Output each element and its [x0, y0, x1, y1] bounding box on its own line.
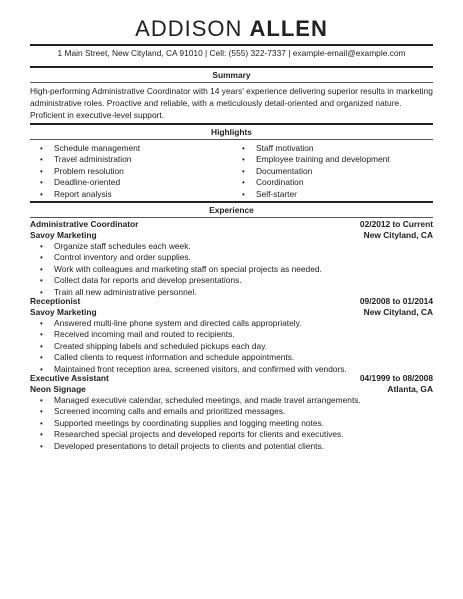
company-name: Savoy Marketing — [30, 230, 97, 240]
job-dates: 04/1999 to 08/2008 — [359, 373, 433, 383]
job-duties-list — [38, 241, 433, 298]
highlights-left-list — [38, 143, 228, 200]
list-item: • Report analysis — [38, 189, 228, 200]
job-duties-list — [38, 318, 433, 375]
list-item: • Called clients to request information and schedule appointments. — [38, 352, 433, 363]
job-duties-list — [38, 395, 433, 452]
job-location: Atlanta, GA — [387, 384, 433, 394]
header-divider — [30, 44, 433, 46]
job-company-row — [30, 230, 433, 241]
last-name: ALLEN — [249, 16, 328, 41]
list-item: • Organize staff schedules each week. — [38, 241, 433, 252]
highlights-top-rule — [30, 123, 433, 125]
list-item: • Collect data for reports and develop presentations. — [38, 275, 433, 286]
first-name: ADDISON — [135, 16, 243, 41]
candidate-name — [0, 16, 463, 42]
job-title-row — [30, 219, 433, 230]
list-item: • Work with colleagues and marketing staff on special projects as needed. — [38, 264, 433, 275]
list-item: • Maintained front reception area, screened visitors, and confirmed with vendors. — [38, 364, 433, 375]
list-item: • Self-starter — [240, 189, 435, 200]
summary-bottom-rule — [30, 82, 433, 83]
job-location: New Cityland, CA — [363, 230, 433, 240]
highlights-title: Highlights — [211, 127, 252, 137]
summary-title: Summary — [212, 70, 251, 80]
job-company-row — [30, 307, 433, 318]
company-name: Savoy Marketing — [30, 307, 97, 317]
list-item: • Train all new administrative personnel. — [38, 287, 433, 298]
company-name: Neon Signage — [30, 384, 86, 394]
list-item: • Answered multi-line phone system and directed calls appropriately. — [38, 318, 433, 329]
experience-top-rule — [30, 201, 433, 203]
experience-title: Experience — [209, 205, 254, 215]
job-title: Executive Assistant — [30, 373, 109, 383]
contact-line: 1 Main Street, New Cityland, CA 91010 | Cell: (555) 322-7337 | example-email@example.com — [57, 48, 406, 58]
job-title: Receptionist — [30, 296, 81, 306]
list-item: • Supported meetings by coordinating supplies and logging meeting notes. — [38, 418, 433, 429]
list-item: • Employee training and development — [240, 154, 435, 165]
list-item: • Documentation — [240, 166, 435, 177]
list-item: • Researched special projects and developed reports for clients and executives. — [38, 429, 433, 440]
job-title: Administrative Coordinator — [30, 219, 139, 229]
list-item: • Developed presentations to detail projects to clients and potential clients. — [38, 441, 433, 452]
list-item: • Deadline-oriented — [38, 177, 228, 188]
job-company-row — [30, 384, 433, 395]
job-title-row — [30, 296, 433, 307]
list-item: • Screened incoming calls and emails and prioritized messages. — [38, 406, 433, 417]
highlights-right-list — [240, 143, 435, 200]
job-title-row — [30, 373, 433, 384]
list-item: • Created shipping labels and scheduled pickups each day. — [38, 341, 433, 352]
job-location: New Cityland, CA — [363, 307, 433, 317]
list-item: • Received incoming mail and routed to recipients. — [38, 329, 433, 340]
list-item: • Schedule management — [38, 143, 228, 154]
summary-text: High-performing Administrative Coordinator with 14 years' experience delivering superior results in marketing administrative roles. Proactive and reliable, with a meticulously detail-oriented and organized nature. Proficient in executive-level support. — [30, 86, 433, 120]
experience-bottom-rule — [30, 217, 433, 218]
list-item: • Staff motivation — [240, 143, 435, 154]
job-dates: 09/2008 to 01/2014 — [359, 296, 433, 306]
highlights-bottom-rule — [30, 139, 433, 140]
summary-top-rule — [30, 66, 433, 68]
list-item: • Control inventory and order supplies. — [38, 252, 433, 263]
job-dates: 02/2012 to Current — [359, 219, 433, 229]
list-item: • Travel administration — [38, 154, 228, 165]
list-item: • Coordination — [240, 177, 435, 188]
list-item: • Managed executive calendar, scheduled meetings, and made travel arrangements. — [38, 395, 433, 406]
list-item: • Problem resolution — [38, 166, 228, 177]
